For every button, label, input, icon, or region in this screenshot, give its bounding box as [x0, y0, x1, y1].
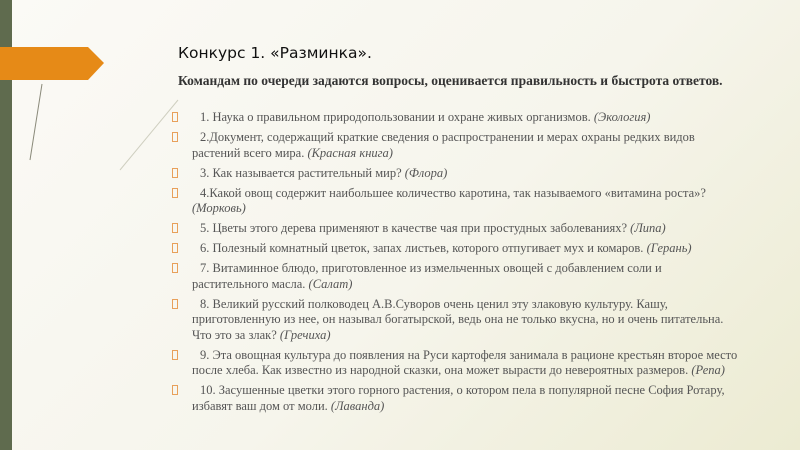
bullet-icon: [172, 263, 178, 273]
list-item: [172, 110, 740, 126]
bullet-icon: [172, 385, 178, 395]
list-item: [172, 383, 740, 414]
list-item: [172, 297, 740, 344]
list-item: [172, 130, 740, 161]
question-text: 5. Цветы этого дерева применяют в качестве чая при простудных заболеваниях?: [200, 221, 628, 235]
question-text: 6. Полезный комнатный цветок, запах листьев, которого отпугивает мух и комаров.: [200, 241, 644, 255]
bullet-icon: [172, 112, 178, 122]
bullet-icon: [172, 243, 178, 253]
bullet-icon: [172, 223, 178, 233]
question-text: 9. Эта овощная культура до появления на Руси картофеля занимала в рационе крестьян второе место после хлеба. Как известно из народной сказки, она может вырасти до невероятных размеров.: [192, 347, 738, 377]
question-text: 10. Засушенные цветки этого горного растения, о котором пела в популярной песне София Ротару, избавят ваш дом от моли.: [192, 383, 725, 413]
question-text: 8. Великий русский полководец А.В.Суворов очень ценил эту злаковую культуру. Кашу, приготовленную из нее, он называл богатырской, ведь она не только вкусна, но и очень питательна. Что это за злак?: [192, 296, 724, 342]
question-text: 7. Витаминное блюдо, приготовленное из измельченных овощей с добавлением соли и растительного масла.: [192, 261, 662, 291]
orange-arrow-banner: [0, 47, 104, 80]
slide-title: Конкурс 1. «Разминка».: [178, 44, 372, 62]
answer-text: (Репа): [691, 363, 725, 377]
question-text: 1. Наука о правильном природопользовании и охране живых организмов.: [200, 110, 591, 124]
answer-text: (Морковь): [192, 201, 246, 215]
bullet-icon: [172, 350, 178, 360]
answer-text: (Лаванда): [330, 398, 385, 413]
question-list: [172, 110, 740, 419]
list-item: [172, 261, 740, 292]
answer-text: (Флора): [404, 165, 448, 180]
question-text: 3. Как называется растительный мир?: [200, 165, 402, 180]
answer-text: (Экология): [593, 110, 651, 124]
question-text: 2.Документ, содержащий краткие сведения о распространении и мерах охраны редких видов растений всего мира.: [192, 130, 695, 160]
bullet-icon: [172, 188, 178, 198]
bullet-icon: [172, 299, 178, 309]
list-item: [172, 241, 740, 257]
list-item: [172, 348, 740, 379]
answer-text: (Салат): [308, 276, 353, 291]
bullet-icon: [172, 132, 178, 142]
list-item: [172, 221, 740, 237]
list-item: [172, 186, 740, 217]
answer-text: (Герань): [646, 241, 692, 255]
answer-text: (Липа): [630, 221, 666, 235]
answer-text: (Красная книга): [307, 145, 393, 160]
question-text: 4.Какой овощ содержит наибольшее количество каротина, так называемого «витамина роста»?: [200, 185, 706, 200]
list-item: [172, 166, 740, 182]
answer-text: (Гречиха): [279, 327, 331, 342]
intro-text: Командам по очереди задаются вопросы, оценивается правильность и быстрота ответов.: [178, 73, 723, 88]
bullet-icon: [172, 168, 178, 178]
